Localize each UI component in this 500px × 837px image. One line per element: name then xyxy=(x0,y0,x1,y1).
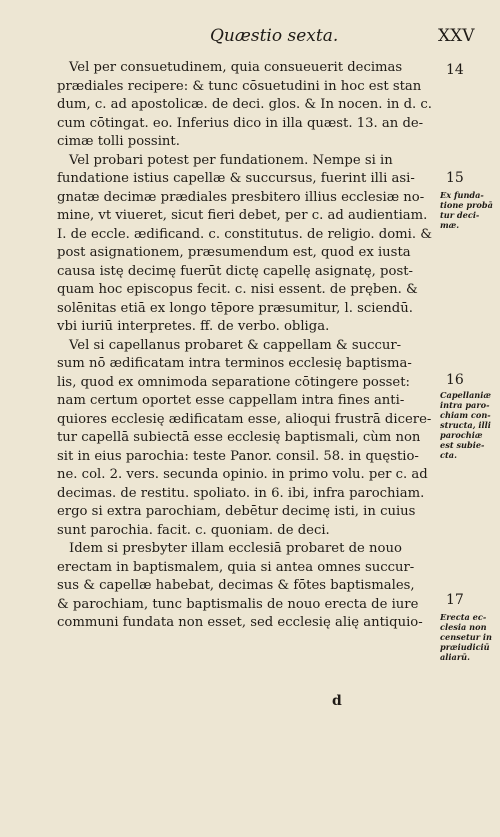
text-line: tur capellā subiectā esse ecclesię baptismali, cùm non xyxy=(57,430,421,445)
gloss-line: aliarū. xyxy=(440,652,470,662)
text-line: & parochiam, tunc baptismalis de nouo erecta de iure xyxy=(57,596,419,612)
gloss-line: clesia non xyxy=(440,622,487,632)
text-line: vbi iuriū interpretes. ff. de verbo. obliga. xyxy=(57,319,330,334)
gloss-line: censetur in xyxy=(440,632,492,642)
running-title: Quæstio sexta. xyxy=(210,26,339,46)
text-line: communi fundata non esset, sed ecclesię alię antiquio- xyxy=(57,615,423,630)
text-line: quam hoc episcopus fecit. c. nisi essent. de pręben. & xyxy=(57,282,418,297)
gloss-line: est subie- xyxy=(440,440,485,450)
margin-number: 15 xyxy=(446,170,464,186)
text-line: Vel si capellanus probaret & cappellam & succur- xyxy=(69,337,402,353)
margin-number: 14 xyxy=(446,62,464,78)
signature-mark: d xyxy=(332,693,342,709)
text-line: sit in eius parochia: teste Panor. consil. 58. in quęstio- xyxy=(57,448,419,464)
text-line: prædiales recipere: & tunc cōsuetudini in hoc est stan xyxy=(57,78,422,94)
gloss-line: cta. xyxy=(440,450,457,460)
text-line: ergo si extra parochiam, debētur decimę isti, in cuius xyxy=(57,504,416,519)
text-line: ne. col. 2. vers. secunda opinio. in primo volu. per c. ad xyxy=(57,467,428,482)
folio-number: XXV xyxy=(438,26,475,46)
gloss-line: Erecta ec- xyxy=(440,612,487,622)
text-line: erectam in baptismalem, quia si antea omnes succur- xyxy=(57,559,415,575)
text-line: cum cōtingat. eo. Inferius dico in illa quæst. 13. an de- xyxy=(57,115,424,131)
gloss-line: Capellaniæ xyxy=(440,390,491,400)
gloss-line: Ex funda- xyxy=(440,190,484,200)
marginal-gloss xyxy=(440,390,500,460)
marginal-gloss xyxy=(440,612,500,662)
page-header xyxy=(0,20,500,50)
main-text xyxy=(57,59,440,633)
text-line: solēnitas etiā ex longo tēpore præsumitur, l. sciendū. xyxy=(57,300,413,316)
paragraph-2 xyxy=(57,152,440,337)
text-line: dum, c. ad apostolicæ. de deci. glos. & In nocen. in d. c. xyxy=(57,97,432,112)
paragraph-1 xyxy=(57,59,440,152)
text-line: nam certum oportet esse cappellam intra fines anti- xyxy=(57,393,405,408)
text-line: lis, quod ex omnimoda separatione cōtingere posset: xyxy=(57,374,410,390)
text-line: I. de eccle. ædificand. c. constitutus. de religio. domi. & xyxy=(57,226,432,242)
text-line: Vel probari potest per fundationem. Nempe si in xyxy=(69,152,393,168)
gloss-line: tione probā xyxy=(440,200,493,210)
text-line: fundatione istius capellæ & succursus, fuerint illi asi- xyxy=(57,171,415,186)
text-line: post asignationem, præsumendum est, quod ex iusta xyxy=(57,245,411,260)
gloss-line: structa, illi xyxy=(440,420,491,430)
paragraph-3 xyxy=(57,337,440,541)
margin-number: 17 xyxy=(446,592,464,608)
text-line: mine, vt viueret, sicut fieri debet, per c. ad audientiam. xyxy=(57,208,428,223)
text-line: cimæ tolli possint. xyxy=(57,134,180,149)
margin-number: 16 xyxy=(446,372,464,388)
text-line: decimas. de restitu. spoliato. in 6. ibi, infra parochiam. xyxy=(57,485,425,501)
gloss-line: intra paro- xyxy=(440,400,490,410)
text-line: sunt parochia. facit. c. quoniam. de deci. xyxy=(57,522,330,538)
gloss-line: chiam con- xyxy=(440,410,491,420)
gloss-line: tur deci- xyxy=(440,210,480,220)
text-line: causa istę decimę fuerūt dictę capellę asignatę, post- xyxy=(57,263,413,279)
paragraph-4 xyxy=(57,540,440,633)
text-line: sum nō ædificatam intra terminos ecclesię baptisma- xyxy=(57,356,412,371)
text-line: gnatæ decimæ prædiales presbitero illius ecclesiæ no- xyxy=(57,189,425,205)
gloss-line: præiudiciū xyxy=(440,642,490,652)
text-line: Vel per consuetudinem, quia consueuerit decimas xyxy=(69,60,403,75)
gloss-line: mæ. xyxy=(440,220,460,230)
marginal-gloss xyxy=(440,190,500,230)
gloss-line: parochiæ xyxy=(440,430,483,440)
text-line: Idem si presbyter illam ecclesiā probaret de nouo xyxy=(69,541,402,556)
text-line: quiores ecclesię ædificatam esse, alioqui frustrā dicere- xyxy=(57,411,432,427)
text-line: sus & capellæ habebat, decimas & fōtes baptismales, xyxy=(57,578,415,593)
